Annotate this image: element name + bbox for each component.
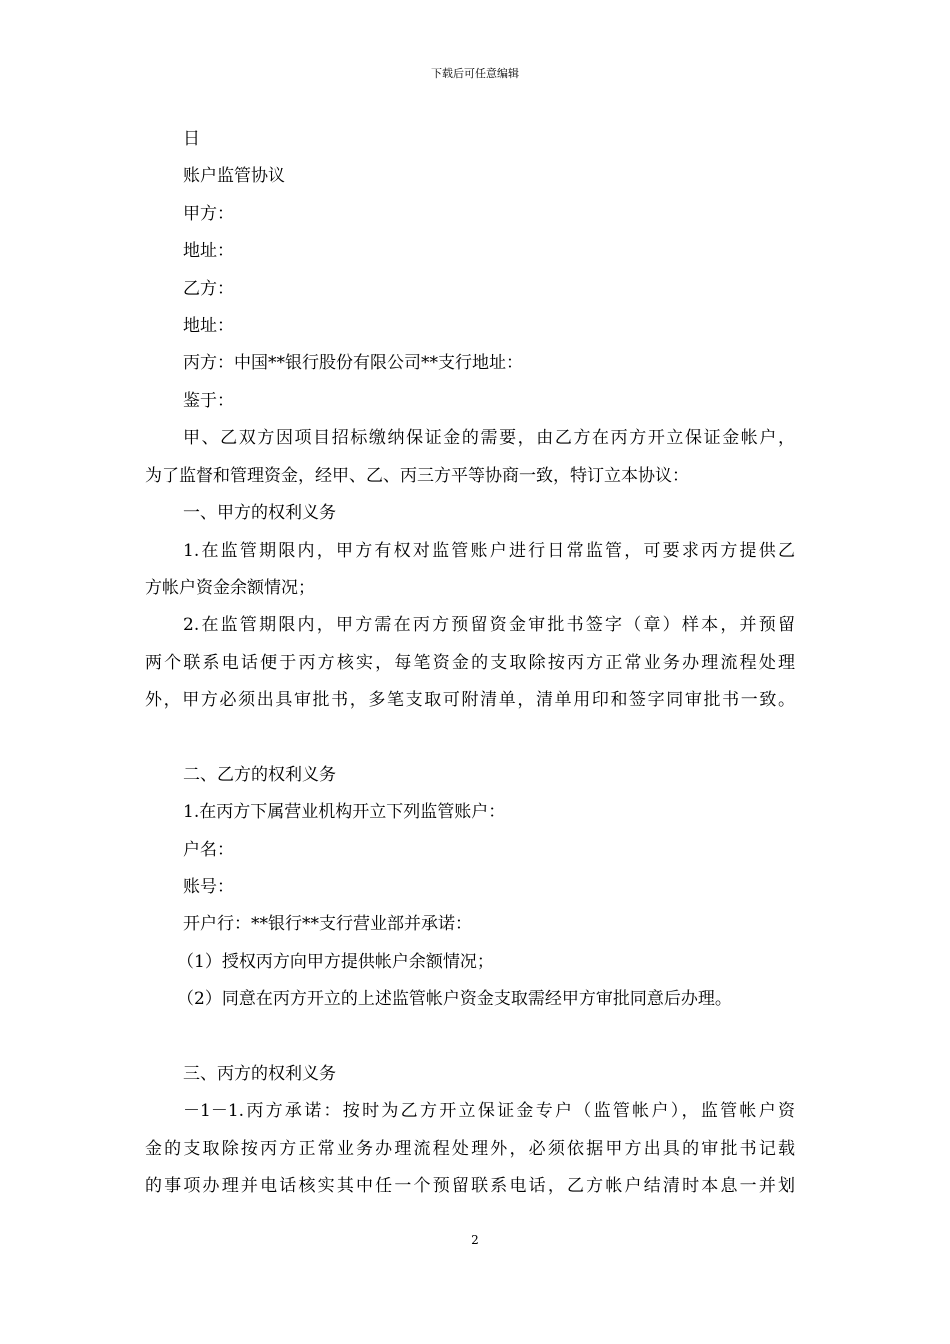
paragraph-line: －1－1.丙方承诺：按时为乙方开立保证金专户（监管帐户），监管帐户资 bbox=[183, 1101, 795, 1121]
paragraph-line: 甲、乙双方因项目招标缴纳保证金的需要，由乙方在丙方开立保证金帐户， bbox=[183, 428, 795, 448]
party-a-address-label: 地址： bbox=[183, 241, 234, 261]
section-heading-party-c: 三、丙方的权利义务 bbox=[183, 1064, 336, 1084]
paragraph-line: 方帐户资金余额情况； bbox=[145, 578, 315, 598]
party-b-label: 乙方： bbox=[183, 279, 234, 299]
account-name-label: 户名： bbox=[183, 840, 234, 860]
page-number: 2 bbox=[471, 1233, 479, 1247]
commitment-item-1: （1）授权丙方向甲方提供帐户余额情况； bbox=[177, 952, 494, 972]
commitment-item-2: （2）同意在丙方开立的上述监管帐户资金支取需经甲方审批同意后办理。 bbox=[177, 989, 732, 1009]
party-b-address-label: 地址： bbox=[183, 316, 234, 336]
section-heading-party-b: 二、乙方的权利义务 bbox=[183, 765, 336, 785]
paragraph-line: 2.在监管期限内，甲方需在丙方预留资金审批书签字（章）样本，并预留 bbox=[183, 615, 795, 635]
paragraph-line: 为了监督和管理资金，经甲、乙、丙三方平等协商一致，特订立本协议： bbox=[145, 466, 689, 486]
paragraph-line: 的事项办理并电话核实其中任一个预留联系电话，乙方帐户结清时本息一并划 bbox=[145, 1176, 795, 1196]
opening-bank-label: 开户行：**银行**支行营业部并承诺： bbox=[183, 914, 472, 934]
section-heading-party-a: 一、甲方的权利义务 bbox=[183, 503, 336, 523]
paragraph-line: 金的支取除按丙方正常业务办理流程处理外，必须依据甲方出具的审批书记载 bbox=[145, 1139, 795, 1159]
date-line: 日 bbox=[183, 129, 200, 149]
account-number-label: 账号： bbox=[183, 877, 234, 897]
whereas-label: 鉴于： bbox=[183, 391, 234, 411]
paragraph-line: 外，甲方必须出具审批书，多笔支取可附清单，清单用印和签字同审批书一致。 bbox=[145, 690, 795, 710]
party-a-label: 甲方： bbox=[183, 204, 234, 224]
paragraph-line: 1.在监管期限内，甲方有权对监管账户进行日常监管，可要求丙方提供乙 bbox=[183, 541, 795, 561]
page-header-note: 下载后可任意编辑 bbox=[431, 67, 519, 80]
document-title: 账户监管协议 bbox=[183, 166, 285, 186]
paragraph-line: 1.在丙方下属营业机构开立下列监管账户： bbox=[183, 802, 506, 822]
party-c-label: 丙方：中国**银行股份有限公司**支行地址： bbox=[183, 353, 523, 373]
paragraph-line: 两个联系电话便于丙方核实，每笔资金的支取除按丙方正常业务办理流程处理 bbox=[145, 653, 795, 673]
